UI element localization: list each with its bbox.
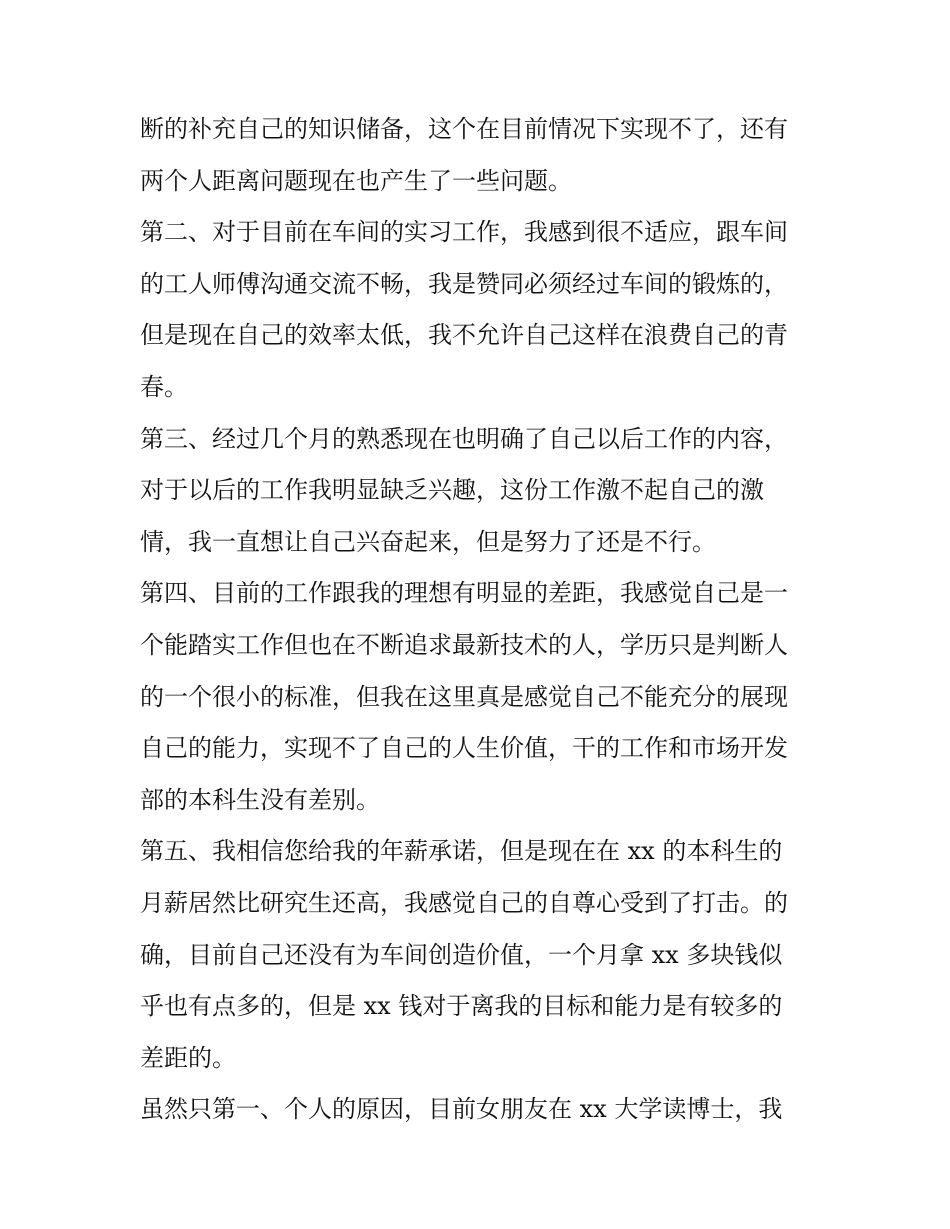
text-line: 部的本科生没有差别。: [140, 785, 380, 814]
text-line: 第二、对于目前在车间的实习工作，我感到很不适应，跟车间: [140, 218, 788, 247]
text-line: 差距的。: [140, 1043, 236, 1072]
text-line: 的工人师傅沟通交流不畅，我是赞同必须经过车间的锻炼的，: [140, 269, 788, 298]
text-line: 个能踏实工作但也在不断追求最新技术的人，学历只是判断人: [140, 630, 788, 659]
text-line: 两个人距离问题现在也产生了一些问题。: [140, 166, 572, 195]
text-line: 春。: [140, 372, 188, 401]
text-line: 第四、目前的工作跟我的理想有明显的差距，我感觉自己是一: [140, 579, 788, 608]
text-line: 断的补充自己的知识储备，这个在目前情况下实现不了，还有: [140, 115, 788, 143]
text-line: 但是现在自己的效率太低，我不允许自己这样在浪费自己的青: [140, 321, 788, 350]
body-text: [140, 104, 820, 1136]
text-line: 乎也有点多的，但是 xx 钱对于离我的目标和能力是有较多的: [140, 992, 783, 1021]
text-line: 虽然只第一、个人的原因，目前女朋友在 xx 大学读博士，我: [140, 1095, 783, 1124]
text-line: 第三、经过几个月的熟悉现在也明确了自己以后工作的内容，: [140, 424, 788, 453]
text-line: 的一个很小的标准，但我在这里真是感觉自己不能充分的展现: [140, 682, 788, 711]
text-line: 第五、我相信您给我的年薪承诺，但是现在在 xx 的本科生的: [140, 837, 783, 866]
text-line: 对于以后的工作我明显缺乏兴趣，这份工作激不起自己的激: [140, 476, 764, 505]
text-line: 情，我一直想让自己兴奋起来，但是努力了还是不行。: [140, 527, 716, 556]
text-line: 确，目前自己还没有为车间创造价值，一个月拿 xx 多块钱似: [140, 940, 783, 969]
text-line: 自己的能力，实现不了自己的人生价值，干的工作和市场开发: [140, 734, 788, 763]
text-line: 月薪居然比研究生还高，我感觉自己的自尊心受到了打击。的: [140, 888, 788, 917]
